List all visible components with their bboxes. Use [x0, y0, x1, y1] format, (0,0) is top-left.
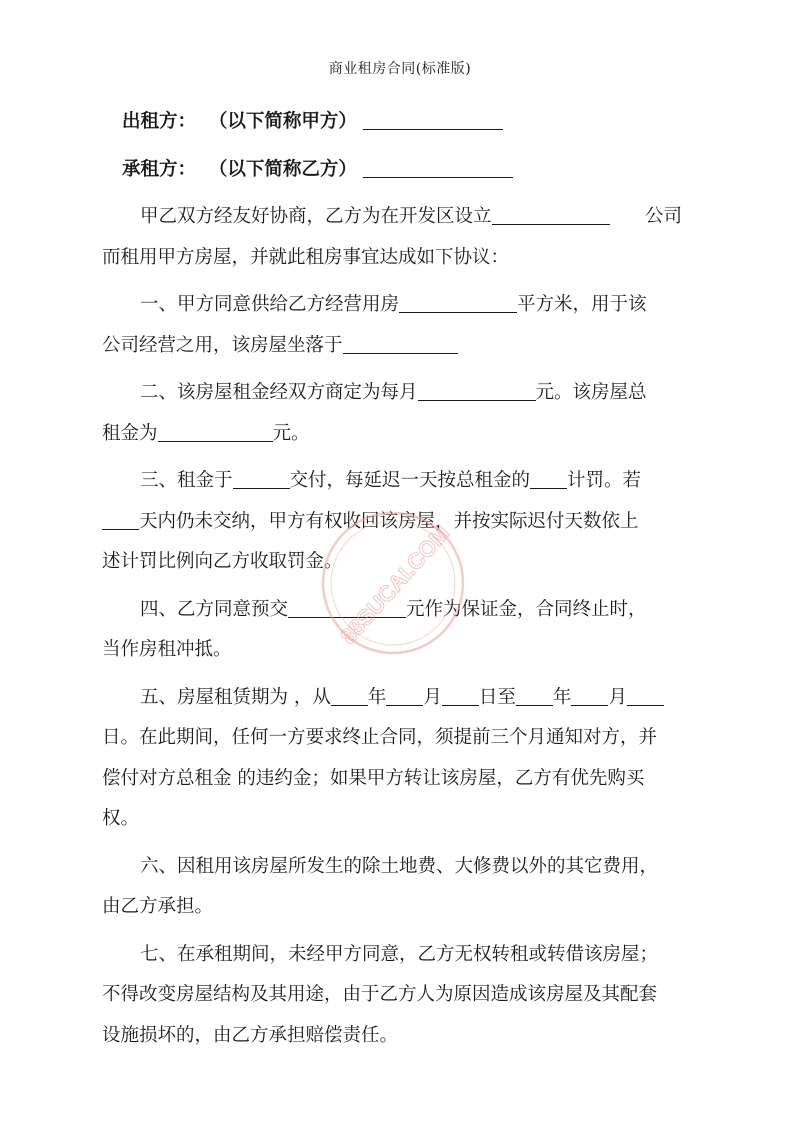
clause3-line-1: 三、租金于 交付，每延迟一天按总租金的 计罚。若: [140, 470, 642, 491]
document-body: [102, 102, 682, 1056]
lessor-blank: [363, 109, 503, 130]
clause1-line-2: 公司经营之用，该房屋坐落于: [102, 326, 682, 367]
company-blank: [492, 204, 610, 225]
watermark-text: 88SUCAI.COM: [335, 520, 455, 649]
total-rent-blank: [158, 421, 273, 442]
document-title: 商业租房合同(标准版): [328, 61, 472, 77]
intro-line-1: 甲乙双方经友好协商，乙方为在开发区设立 公司: [140, 206, 682, 227]
clause7-line-1: 七、在承租期间，未经甲方同意，乙方无权转租或转借该房屋；: [140, 943, 659, 965]
intro-line-2: 而租用甲方房屋，并就此租房事宜达成如下协议：: [102, 246, 510, 268]
lessee-line: [122, 150, 682, 191]
clause7-line-3: 设施损坏的，由乙方承担赔偿责任。: [102, 1024, 399, 1046]
clause7-line-2: 不得改变房屋结构及其用途，由于乙方人为原因造成该房屋及其配套: [102, 984, 658, 1005]
lessor-label: 出租方：: [122, 111, 197, 132]
lessor-line: [122, 102, 682, 143]
clause1-line-1: 一、甲方同意供给乙方经营用房 平方米，用于该: [140, 294, 647, 315]
clause6-line-1: 六、因租用该房屋所发生的除土地费、大修费以外的其它费用，: [140, 855, 659, 877]
clause4-line-2: 当作房租冲抵。: [102, 639, 232, 660]
location-blank: [343, 333, 458, 354]
clause6-line-2: 由乙方承担。: [102, 896, 214, 917]
deposit-blank: [288, 597, 406, 618]
monthly-rent-blank: [418, 380, 536, 401]
clause3-line-2: 天内仍未交纳，甲方有权收回该房屋，并按实际迟付天数依上: [102, 502, 682, 543]
clause3-line-3: 述计罚比例向乙方收取罚金。: [102, 551, 343, 572]
penalty-rate-blank: [530, 468, 567, 489]
clause2-line-1: 二、该房屋租金经双方商定为每月 元。该房屋总: [140, 382, 647, 403]
lessee-blank: [363, 157, 513, 178]
clause4-line-1: 四、乙方同意预交 元作为保证金，合同终止时，: [140, 598, 647, 620]
payment-time-blank: [233, 468, 290, 489]
clause2-line-2: 租金为 元。: [102, 422, 310, 444]
lessee-label: 承租方：: [122, 158, 197, 180]
days-blank: [102, 509, 139, 530]
clause5-line-3: 偿付对方总租金 的违约金；如果甲方转让该房屋，乙方有优先购买: [102, 767, 645, 789]
area-blank: [399, 292, 517, 313]
lessee-note: （以下简称乙方）: [208, 158, 357, 180]
clause5-line-1: 五、房屋租赁期为 ，从 年 月 日至 年 月: [122, 678, 682, 719]
lessor-note: （以下简称甲方）: [208, 111, 357, 132]
clause5-line-4: 权。: [102, 808, 140, 829]
clause5-line-2: 日。在此期间，任何一方要求终止合同，须提前三个月通知对方，并: [102, 727, 658, 748]
